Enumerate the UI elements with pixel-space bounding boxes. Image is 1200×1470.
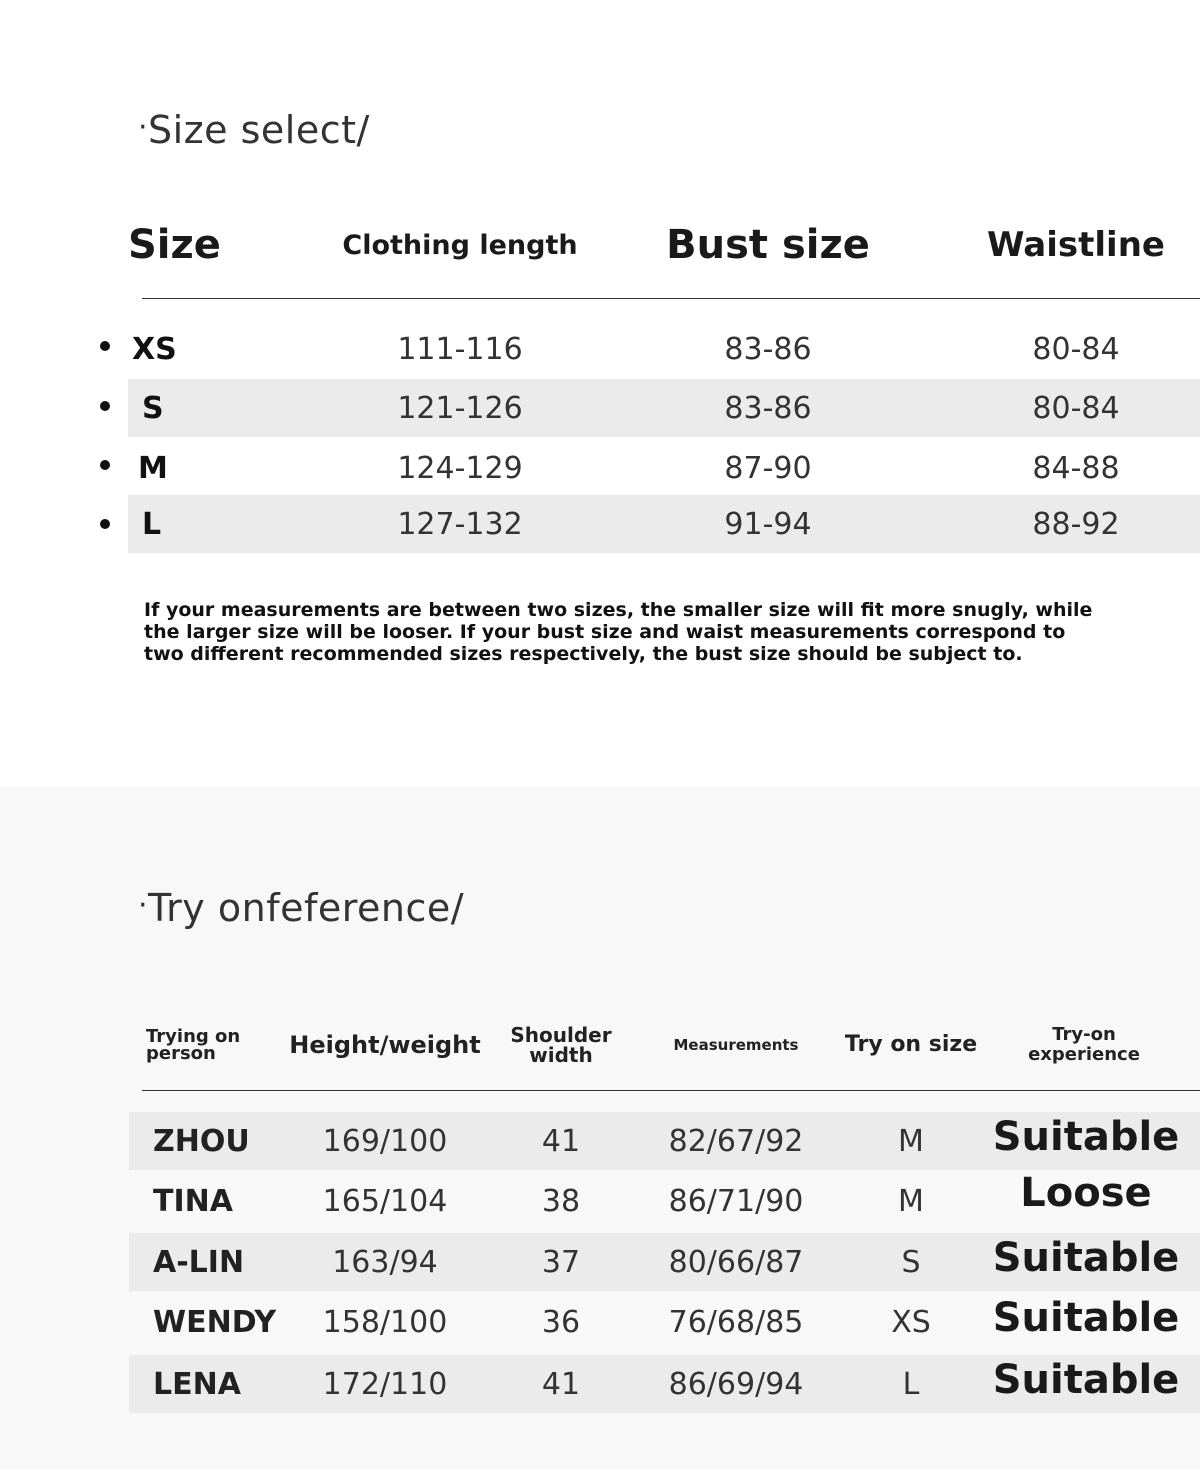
bust-size-value: 87-90	[724, 450, 812, 486]
waistline-value: 84-88	[1032, 450, 1120, 486]
experience-value: Suitable	[992, 1295, 1180, 1341]
header-try-on-size: Try on size	[844, 1032, 978, 1057]
header-height-weight: Height/weight	[289, 1031, 481, 1059]
person-name: A-LIN	[153, 1244, 245, 1280]
header-bust-size: Bust size	[666, 222, 870, 268]
waistline-value: 88-92	[1032, 506, 1120, 542]
header-size: Size	[128, 222, 221, 268]
measurements-value: 86/69/94	[668, 1366, 804, 1402]
size-label: M	[138, 450, 168, 486]
size-section-title-text: Size select/	[148, 108, 370, 152]
table-row	[129, 1355, 1200, 1413]
height-weight-value: 163/94	[332, 1244, 438, 1280]
experience-value: Loose	[1020, 1170, 1152, 1216]
bust-size-value: 91-94	[724, 506, 812, 542]
header-divider	[142, 298, 1200, 299]
waistline-value: 80-84	[1032, 390, 1120, 426]
size-label: S	[142, 390, 164, 426]
height-weight-value: 172/110	[322, 1366, 448, 1402]
bust-size-value: 83-86	[724, 331, 812, 367]
person-name: TINA	[153, 1183, 233, 1219]
table-row	[128, 495, 1200, 553]
shoulder-width-value: 37	[541, 1244, 581, 1280]
table-row	[129, 1233, 1200, 1291]
size-section-title	[138, 108, 370, 152]
tryon-section-title	[138, 886, 464, 930]
measurements-value: 86/71/90	[668, 1183, 804, 1219]
try-on-size-value: M	[898, 1123, 924, 1159]
tryon-section-title-text: Try onfeference/	[148, 886, 465, 930]
header-clothing-length: Clothing length	[342, 229, 578, 261]
experience-value: Suitable	[992, 1357, 1180, 1403]
size-note: If your measurements are between two sizes, the smaller size will fit more snugly, while the larger size will be looser. If your bust size and waist measurements correspond to two different recommended sizes respectively, the bust size should be subject to.	[144, 599, 1093, 665]
clothing-length-value: 124-129	[397, 450, 523, 486]
try-on-size-value: S	[901, 1244, 921, 1280]
person-name: LENA	[153, 1366, 241, 1402]
header-measurements: Measurements	[673, 1036, 799, 1054]
clothing-length-value: 111-116	[397, 331, 523, 367]
try-on-size-value: XS	[891, 1304, 931, 1340]
waistline-value: 80-84	[1032, 331, 1120, 367]
clothing-length-value: 121-126	[397, 390, 523, 426]
table-row	[128, 320, 1200, 378]
table-row	[128, 379, 1200, 437]
height-weight-value: 169/100	[322, 1123, 448, 1159]
shoulder-width-value: 36	[541, 1304, 581, 1340]
person-name: WENDY	[153, 1304, 277, 1340]
header-waistline: Waistline	[987, 225, 1165, 265]
experience-value: Suitable	[992, 1235, 1180, 1281]
size-label: L	[142, 506, 162, 542]
row-bullet	[100, 460, 110, 470]
row-bullet	[100, 401, 110, 411]
shoulder-width-value: 38	[541, 1183, 581, 1219]
try-on-size-value: L	[902, 1366, 920, 1402]
measurements-value: 76/68/85	[668, 1304, 804, 1340]
experience-value: Suitable	[992, 1114, 1180, 1160]
tryon-header-divider	[142, 1090, 1200, 1091]
header-experience: Try-on experience	[1028, 1024, 1140, 1065]
height-weight-value: 165/104	[322, 1183, 448, 1219]
clothing-length-value: 127-132	[397, 506, 523, 542]
title-dot: ·	[138, 888, 149, 923]
measurements-value: 80/66/87	[668, 1244, 804, 1280]
height-weight-value: 158/100	[322, 1304, 448, 1340]
table-row	[129, 1112, 1200, 1170]
header-person: Trying on person	[146, 1026, 241, 1064]
title-dot: ·	[138, 110, 149, 145]
try-on-size-value: M	[898, 1183, 924, 1219]
measurements-value: 82/67/92	[668, 1123, 804, 1159]
shoulder-width-value: 41	[541, 1366, 581, 1402]
bust-size-value: 83-86	[724, 390, 812, 426]
row-bullet	[100, 341, 110, 351]
row-bullet	[100, 519, 110, 529]
table-row	[128, 439, 1200, 497]
table-row	[129, 1293, 1200, 1351]
table-row	[129, 1172, 1200, 1230]
person-name: ZHOU	[153, 1123, 250, 1159]
size-label: XS	[132, 331, 177, 367]
header-shoulder-width: Shoulder width	[510, 1023, 612, 1067]
shoulder-width-value: 41	[541, 1123, 581, 1159]
